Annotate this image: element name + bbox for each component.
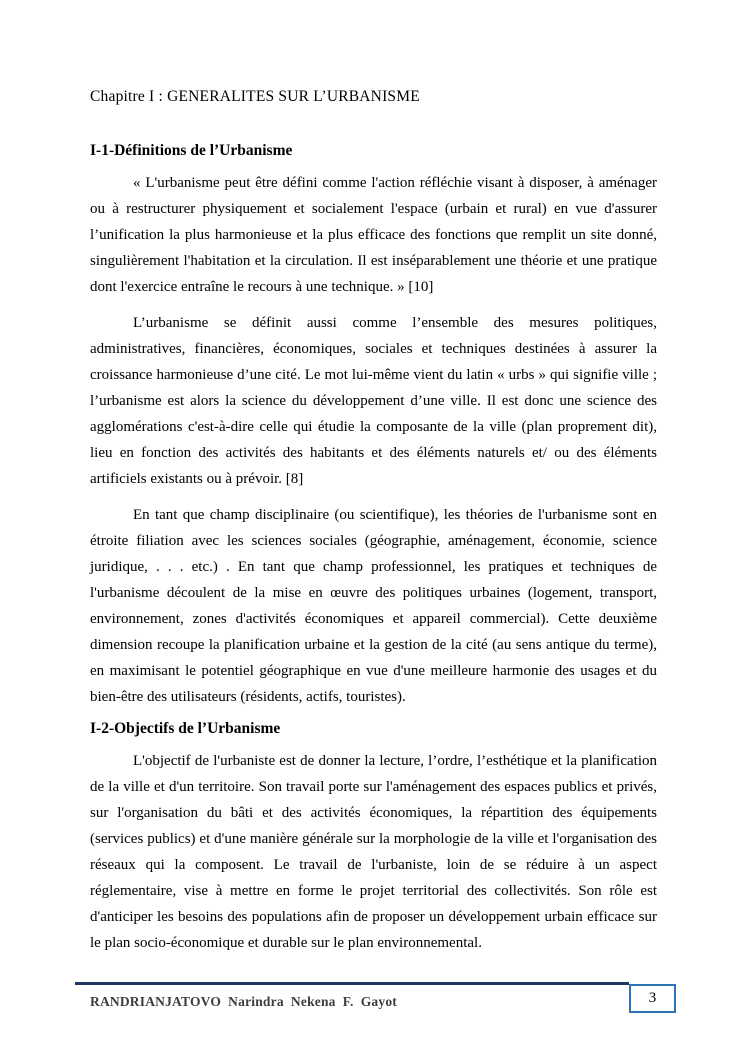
section-heading-objectifs: I-2-Objectifs de l’Urbanisme [90,720,281,737]
section-heading-definitions: I-1-Définitions de l’Urbanisme [90,142,293,159]
paragraph-definition-etymology: L’urbanisme se définit aussi comme l’ensemble des mesures politiques, administratives, financières, économiques, sociales et techniques destinées à assurer la croissance harmonieuse d’une cité. Le mot lui-même vient du latin « urbs » qui signifie ville ; l’urbanisme est alors la science du développement d’une ville. Il est donc une science des agglomérations c'est-à-dire celle qui étudie la composante de la ville (plan proprement dit), lieu en fonction des activités des habitants et des éléments naturels et/ ou des éléments artificiels existants ou à prévoir. [8] [90,315,657,487]
page-number: 3 [648,990,657,1006]
paragraph-definition-disciplines: En tant que champ disciplinaire (ou scientifique), les théories de l'urbanisme sont en étroite filiation avec les sciences sociales (géographie, aménagement, économie, science juridique, . . . etc.) . En tant que champ professionnel, les pratiques et techniques de l'urbanisme découlent de la mise en œuvre des politiques urbaines (logement, transport, environnement, zones d'activités économiques et appareil commercial). Cette deuxième dimension recoupe la planification urbaine et la gestion de la cité (au sens antique du terme), en maximisant le potentiel géographique en vue d'une meilleure harmonie des usages et du bien-être des utilisateurs (résidents, actifs, touristes). [90,507,657,705]
footer-rule [75,982,629,985]
page-number-box [629,984,676,1013]
paragraph-objectifs: L'objectif de l'urbaniste est de donner la lecture, l’ordre, l’esthétique et la planification de la ville et d'un territoire. Son travail porte sur l'aménagement des espaces publics et privés, sur l'organisation du bâti et des activités économiques, la répartition des équipements (services publics) et d'une manière générale sur la morphologie de la ville et l'organisation des réseaux qui la composent. Le travail de l'urbaniste, loin de se réduire à un aspect réglementaire, vise à mettre en forme le projet territorial des collectivités. Son rôle est d'anticiper les besoins des populations afin de proposer un développement urbain efficace sur le plan socio-économique et durable sur le plan environnemental. [90,753,657,951]
footer-author: RANDRIANJATOVO Narindra Nekena F. Gayot [90,994,397,1009]
chapter-title: Chapitre I : GENERALITES SUR L’URBANISME [90,88,420,105]
paragraph-definition-quote: « L'urbanisme peut être défini comme l'action réfléchie visant à disposer, à aménager ou à restructurer physiquement et socialement l'espace (urbain et rural) en vue d'assurer l’unification la plus harmonieuse et la plus efficace des fonctions que remplit un site donné, singulièrement l'habitation et la circulation. Il est inséparablement une théorie et une pratique dont l'exercice entraîne le recours à une technique. » [10] [90,175,657,295]
page-content [90,88,657,966]
